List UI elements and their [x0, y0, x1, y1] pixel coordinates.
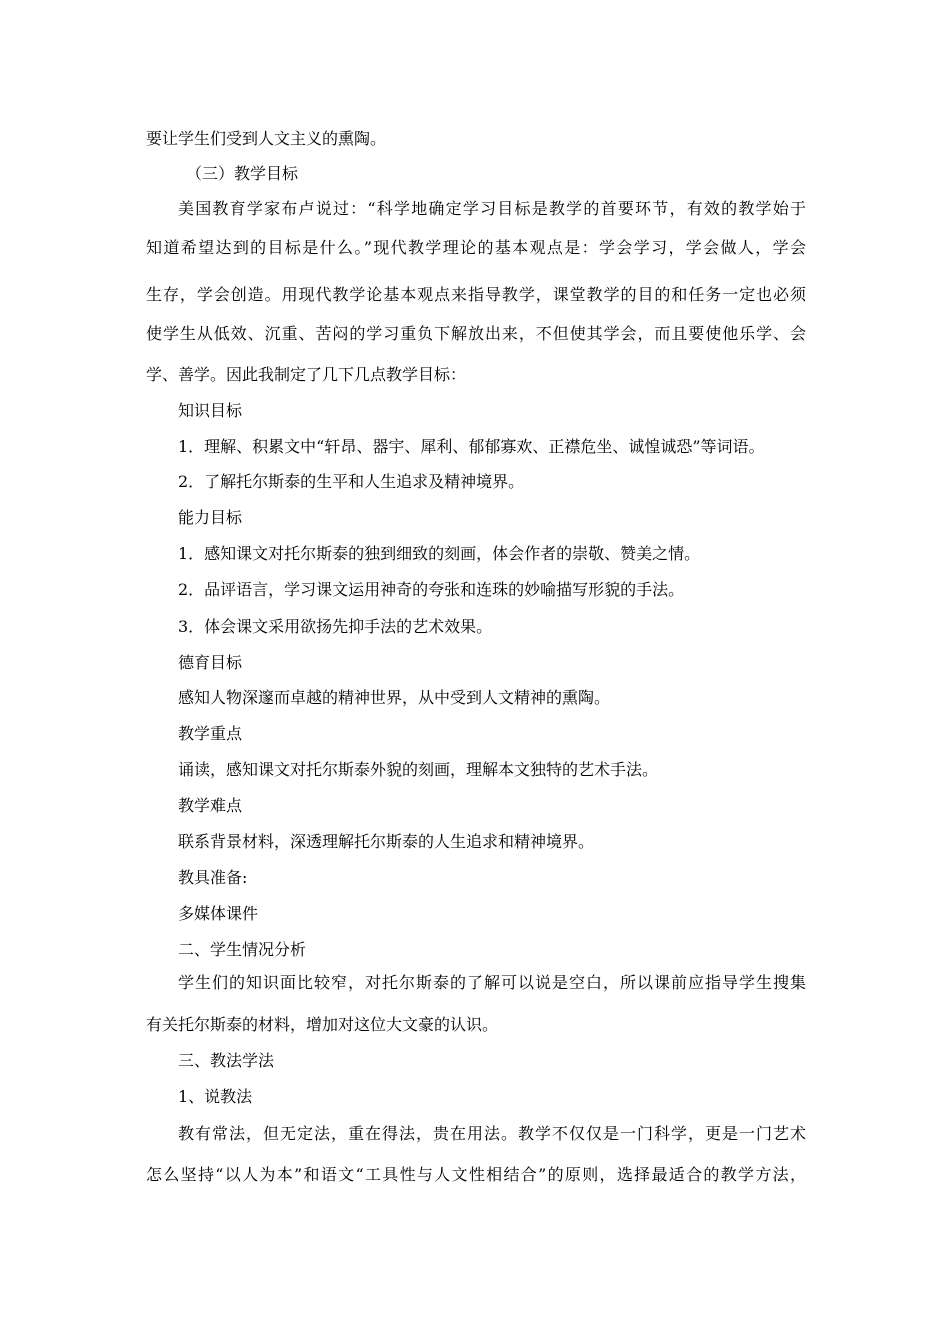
list-item: 1．感知课文对托尔斯泰的独到细致的刻画，体会作者的崇敬、赞美之情。: [178, 544, 701, 563]
section-heading: （三）教学目标: [186, 164, 299, 183]
text-line: 要让学生们受到人文主义的熏陶。: [146, 129, 387, 148]
list-item: 2．了解托尔斯泰的生平和人生追求及精神境界。: [178, 472, 525, 491]
list-item: 3．体会课文采用欲扬先抑手法的艺术效果。: [178, 617, 493, 636]
subheading: 教学难点: [178, 796, 243, 815]
subheading: 教具准备:: [178, 868, 248, 887]
text-line: 生存，学会创造。用现代教学论基本观点来指导教学，课堂教学的目的和任务一定也必须: [146, 285, 806, 304]
subheading: 知识目标: [178, 401, 243, 420]
text-line: 学、善学。因此我制定了几下几点教学目标：: [146, 365, 467, 384]
text-line: 使学生从低效、沉重、苦闷的学习重负下解放出来，不但使其学会，而且要使他乐学、会: [146, 324, 806, 343]
subheading: 教学重点: [178, 724, 243, 743]
section-heading: 三、教法学法: [178, 1051, 275, 1070]
text-line: 怎么坚持“以人为本”和语文“工具性与人文性相结合”的原则，选择最适合的教学方法，: [146, 1165, 806, 1184]
text-line: 有关托尔斯泰的材料，增加对这位大文豪的认识。: [146, 1015, 499, 1034]
list-item: 2．品评语言，学习课文运用神奇的夸张和连珠的妙喻描写形貌的手法。: [178, 580, 685, 599]
text-line: 知道希望达到的目标是什么。”现代教学理论的基本观点是：学会学习，学会做人，学会: [146, 238, 806, 257]
text-line: 诵读，感知课文对托尔斯泰外貌的刻画，理解本文独特的艺术手法。: [178, 760, 659, 779]
text-line: 感知人物深邃而卓越的精神世界，从中受到人文精神的熏陶。: [178, 688, 611, 707]
subheading: 能力目标: [178, 508, 243, 527]
text-line: 多媒体课件: [178, 904, 259, 923]
text-line: 教有常法，但无定法，重在得法，贵在用法。教学不仅仅是一门科学，更是一门艺术: [178, 1124, 806, 1143]
subheading: 德育目标: [178, 653, 243, 672]
section-heading: 二、学生情况分析: [178, 940, 307, 959]
text-line: 学生们的知识面比较窄，对托尔斯泰的了解可以说是空白，所以课前应指导学生搜集: [178, 973, 806, 992]
list-item: 1．理解、积累文中“轩昂、器宇、犀利、郁郁寡欢、正襟危坐、诚惶诚恐”等词语。: [178, 437, 765, 456]
text-line: 美国教育学家布卢说过：“科学地确定学习目标是教学的首要环节，有效的教学始于: [178, 199, 806, 218]
text-line: 联系背景材料，深透理解托尔斯泰的人生追求和精神境界。: [178, 832, 595, 851]
subheading: 1、说教法: [178, 1087, 253, 1106]
